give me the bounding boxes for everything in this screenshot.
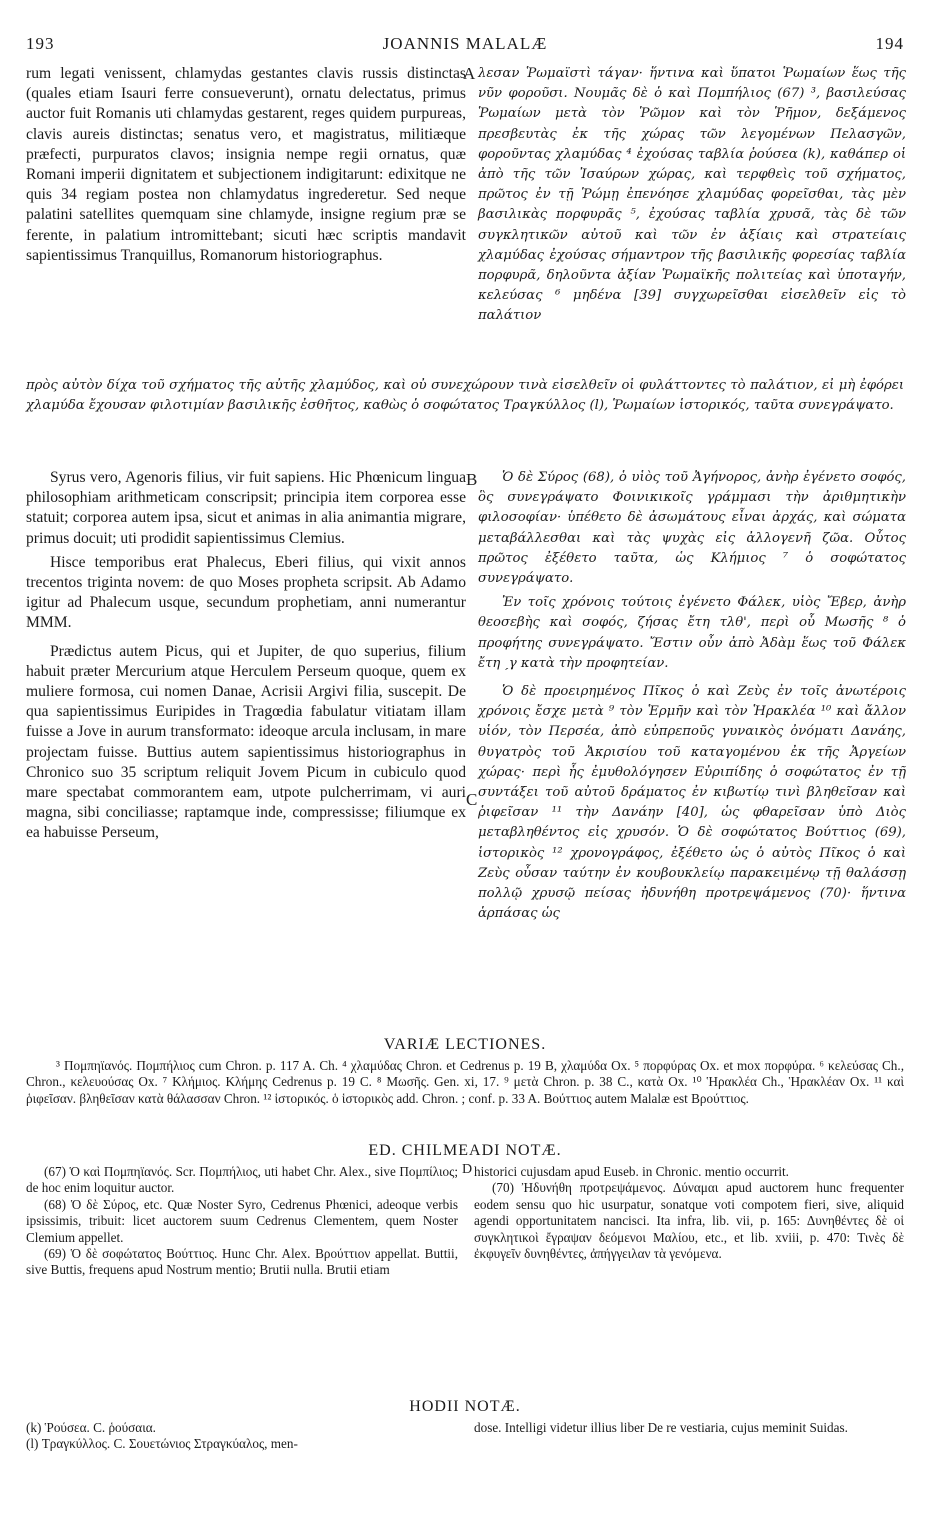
section-1: [26, 64, 906, 394]
page-header: [26, 34, 904, 56]
hodii-note-l: (l) Τραγκύλλος. C. Σουετώνιος Στραγκύαλος, men-: [26, 1436, 298, 1452]
greek-text-1: λεσαν Ῥωμαϊστὶ τάγαν· ἥντινα καὶ ὕπατοι Ῥωμαίων ἕως τῆς νῦν φοροῦσι. Νουμᾶς δὲ ὁ καὶ Πομπήλιος (67) ³, βασιλεύσας Ῥωμαίων μετὰ τὸν Ῥῶμον καὶ τὸν Ῥῆμον, δεξάμενος πρεσβευτὰς ἐκ τῆς χώρας τῶν λεγομένων Πελασγῶν, φοροῦντας χλαμύδας ⁴ ἐχούσας ταβλία ῥούσεα (k), καθάπερ οἱ ἀπὸ τῆς τῶν Ἰσαύρων χώρας, καὶ τερφθεὶς τοῦ σχήματος, πρῶτος ἐν τῇ Ῥώμῃ ἐπενόησε χλαμύδας φορεῖσθαι, τὰς μὲν βασιλικὰς πορφυρᾶς ⁵, ἐχούσας ταβλία χρυσᾶ, τὰς δὲ τῶν συγκλητικῶν αὐτοῦ καὶ τῶν ἐν ἀξίαις καὶ στρατείαις χλαμύδας ἐχούσας σήμαντρον τῆς βασιλικῆς φορεσίας ταβλία πορφυρᾶ, δηλοῦντα ἀξίαν Ῥωμαϊκῆς πολιτείας καὶ ὑποταγήν, κελεύσας ⁶ μηδένα [39] συγχωρεῖσθαι εἰσελθεῖν εἰς τὸ παλάτιον: [478, 66, 906, 324]
hodii-notes-title: HODII NOTÆ.: [409, 1398, 521, 1415]
chilmead-notes-title: ED. CHILMEADI NOTÆ.: [368, 1142, 562, 1159]
margin-marker-c: C: [466, 790, 478, 809]
variae-lectiones-body: ³ Πομπηϊανός. Πομπήλιος cum Chron. p. 117 A. Ch. ⁴ χλαμύδας Chron. et Cedrenus p. 19 B, χλαμύδα Ox. ⁵ πορφύρας Ox. et mox πορφύρα. ⁶ κελεύσας Ch., Chron., κελευούσας Ox. ⁷ Κλήμιος. Κλήμης Cedrenus p. 19 C. ⁸ Μωσῆς. Gen. xi, 17. ⁹ μετὰ Chron. p. 38 C., κατὰ Ox. ¹⁰ Ἡρακλέα Ch., Ἡρακλέαν Ox. ¹¹ καὶ ῥιφεῖσαν. βληθεῖσαν κατὰ θάλασσαν Chron. ¹² ἱστορικός. ὁ ἱστορικὸς add. Chron. ; conf. p. 33 A. Βούττιος autem Malalæ est Βρούττιος.: [26, 1058, 904, 1106]
greek-paragraph-syrus: Ὁ δὲ Σύρος (68), ὁ υἱὸς τοῦ Ἀγήνορος, ἀνὴρ ἐγένετο σοφός, ὃς συνεγράψατο Φοινικικοῖς γράμμασι τὴν ἀριθμητικὴν φιλοσοφίαν· ὑπέθετο δὲ ἀσωμάτους εἶναι ἀρχάς, καὶ σώματα μεταβάλλεσθαι καὶ τὰς ψυχὰς εἰς ἀλλογενῆ ζῶα. Οὗτος πρῶτος ἐξέθετο ταῦτα, ὡς Κλήμιος ⁷ ὁ σοφώτατος συνεγράψατο.: [478, 470, 906, 587]
chilmead-note-69: (69) Ὁ δὲ σοφώτατος Βούττιος. Hunc Chr. Alex. Βρούττιον appellat. Buttii, sive Buttis, frequens apud Nostrum mentio; Brutii nulla. Brutii etiam: [26, 1246, 458, 1278]
chilmead-note-69-cont: historici cujusdam apud Euseb. in Chronic. mentio occurrit.: [474, 1164, 789, 1179]
greek-paragraph-picus: Ὁ δὲ προειρημένος Πῖκος ὁ καὶ Ζεὺς ἐν τοῖς ἀνωτέροις χρόνοις ἔσχε μετὰ ⁹ τὸν Ἑρμῆν καὶ τὸν Ἡρακλέα ¹⁰ καὶ ἄλλον υἱόν, τὸν Περσέα, ἀπὸ εὐπρεποῦς γυναικὸς ὀνόματι Δανάης, θυγατρὸς τοῦ Ἀκρισίου τοῦ καταγομένου ἐκ τῆς Ἀργείων χώρας· περὶ ἧς ἐμυθολόγησεν Εὐριπίδης ὁ σοφώτατος ἐν τῇ συντάξει τοῦ αὐτοῦ δράματος ἐν κιβωτίῳ τινὶ βληθεῖσαν καὶ ῥιφεῖσαν ¹¹ τὴν Δανάην [40], ὡς φθαρεῖσαν ὑπὸ Διὸς μεταβληθέντος εἰς χρυσόν. Ὁ δὲ σοφώτατος Βούττιος (69), ἱστορικὸς ¹² χρονογράφος, ἐξέθετο ὡς ὁ αὐτὸς Πῖκος ὁ καὶ Ζεὺς οὖσαν ταύτην ἐν κουβουκλείῳ παρακειμένῳ τῇ θαλάσσῃ πολλῷ χρυσῷ πείσας ἠδυνήθη προτρεψάμενος (70)· ἥντινα ἁρπάσας ὡς: [478, 684, 906, 922]
greek-full-width-line: πρὸς αὐτὸν δίχα τοῦ σχήματος τῆς αὐτῆς χλαμύδος, καὶ οὐ συνεχώρουν τινὰ εἰσελθεῖν οἱ φυλάττοντες τὸ παλάτιον, εἰ μὴ ἐφόρει χλαμύδα ἔχουσαν φιλοτιμίαν βασιλικῆς ἐσθῆτος, καθὼς ὁ σοφώτατος Τραγκύλλος (l), Ῥωμαίων ἱστορικός, ταῦτα συνεγράψατο.: [26, 378, 904, 414]
hodii-column-left: [26, 1420, 458, 1453]
running-title: JOANNIS MALALÆ: [382, 34, 548, 53]
margin-marker-b: B: [466, 470, 478, 489]
greek-paragraph-phalec: Ἐν τοῖς χρόνοις τούτοις ἐγένετο Φάλεκ, υἱὸς Ἔβερ, ἀνὴρ θεοσεβὴς καὶ σοφός, ζήσας ἔτη τλθ', περὶ οὗ Μωσῆς ⁸ ὁ προφήτης συνεγράψατο. Ἔστιν οὖν ἀπὸ Ἀδὰμ ἕως τοῦ Φάλεκ ἔτη ˏγ κατὰ τὴν προφητείαν.: [478, 595, 906, 671]
chilmead-column-right: [474, 1164, 904, 1262]
chilmead-notes: [26, 1164, 904, 1364]
margin-marker-a: A: [463, 64, 476, 83]
greek-column-1: [478, 64, 906, 327]
chilmead-note-70: (70) Ἠδυνήθη προτρεψάμενος. Δύναμαι apud auctorem hunc frequenter eodem sensu quo hic usurpatur, sonatque voti compotem fieri, sive, aliquid agendi opportunitatem nancisci. Ita infra, lib. vii, p. 165: Δυνηθέντες δὲ οἱ συγκλητικοὶ ἔγραψαν δεόμενοι Μαλίου, etc., et lib. xviii, p. 470: Τινὲς δὲ ἐκφυγεῖν δυνηθέντες, ἀπήγγειλαν τὰ γενόμενα.: [474, 1180, 904, 1262]
left-page-number: 193: [26, 34, 55, 53]
hodii-note-l-cont: dose. Intelligi videtur illius liber De re vestiaria, cujus meminit Suidas.: [474, 1420, 848, 1435]
hodii-column-right: [474, 1420, 904, 1436]
variae-lectiones-text: [26, 1058, 904, 1107]
latin-paragraph-phalecus: Hisce temporibus erat Phalecus, Eberi filius, qui vixit annos trecentos triginta novem: de quo Moses propheta scripsit. Ab Adamo igitur ad Phalecum usque, secundum prophetiam, anni numerantur MMM.: [26, 553, 466, 632]
hodii-note-k: (k) Ῥούσεα. C. ῥούσαια.: [26, 1420, 156, 1435]
chilmead-note-67: (67) Ὁ καὶ Πομπηϊανός. Scr. Πομπήλιος, uti habet Chr. Alex., sive Πομπίλιος; de hoc enim loquitur auctor.: [26, 1164, 458, 1196]
chilmead-column-left: [26, 1164, 458, 1279]
latin-column-1: [26, 64, 466, 266]
latin-text-1: rum legati venissent, chlamydas gestantes clavis russis distinctas (quales etiam Isauri ferre consueverunt), ornatu delectatus, primus auctor fuit Romanis uti chlamydas gestarent, reges quidem purpureas, clavis aureis distinctas; senatus vero, et magistratus, militiæque præfecti, purpuratos clavos; insignia nempe regii ornatus, quæ Romani imperii dignitatem et subjectionem indigitarunt: edixitque ne quis 34 regiam postea non chlamydatus ingrederetur. Sed neque palatini satellites quemquam sine chlamyde, insigne regium præ se ferente, in palatium intromittebant; sicuti hæc scriptis mandavit sapientissimus Tranquillus, Romanorum historiographus.: [26, 65, 466, 264]
variae-lectiones-title: VARIÆ LECTIONES.: [383, 1036, 547, 1053]
margin-marker-d: D: [462, 1162, 473, 1177]
chilmead-note-68: (68) Ὁ δὲ Σύρος, etc. Quæ Noster Syro, Cedrenus Phœnici, adeoque verbis ipsissimis, tribuit: licet auctorem suum Cedrenus Clementem, quem Noster Clemium appellet.: [26, 1196, 458, 1245]
latin-paragraph-syrus: Syrus vero, Agenoris filius, vir fuit sapiens. Hic Phœnicum lingua philosophiam arithmeticam conscripsit; principia item corporea esse statuit; corporea autem ipsa, sicut et animas in alia animantia migrare, primus docuit; uti prodidit sapientissimus Clemius.: [26, 469, 466, 547]
right-page-number: 194: [875, 34, 904, 53]
hodii-notes: [26, 1420, 904, 1460]
latin-paragraph-picus: Prædictus autem Picus, qui et Jupiter, de quo superius, filium habuit præter Mercurium atque Herculem Perseum quoque, quem ex muliere formosa, cui nomen Danae, Acrisii Argivi filia, suscepit. De qua sapientissimus Euripides in Tragœdia fabulatur vitiatam illam fuisse a Jove in aurum transformato: ideoque arcula inclusam, in mare projectam fuisse. Buttius autem sapientissimus historiographus in Chronico suo 35 scriptum reliquit Jovem Picum in cubiculo quod mare spectabat commorantem eam, utpote pulcherrimam, vi auri magna, sibi conciliasse; raptamque inde, compressisse; filiumque ex ea habuisse Perseum,: [26, 642, 466, 842]
latin-column-2: [26, 468, 466, 844]
greek-column-2: [478, 468, 906, 924]
